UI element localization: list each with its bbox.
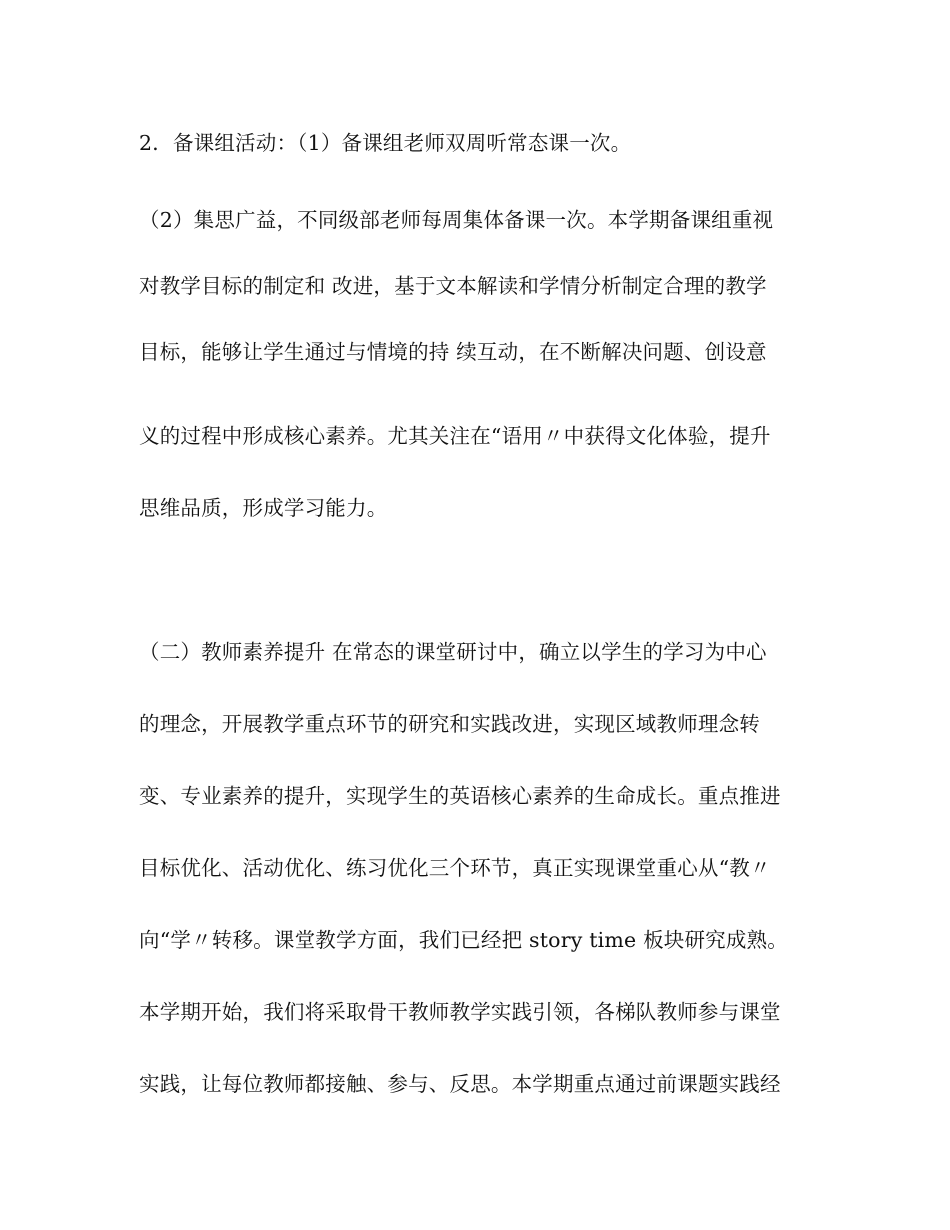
text-line: （2）集思广益，不同级部老师每周集体备课一次。本学期备课组重视 bbox=[139, 208, 774, 232]
text-line: 目标优化、活动优化、练习优化三个环节，真正实现课堂重心从“教〃 bbox=[139, 856, 771, 880]
text-line: 的理念，开展教学重点环节的研究和实践改进，实现区域教师理念转 bbox=[139, 712, 760, 736]
text-line: 本学期开始，我们将采取骨干教师教学实践引领，各梯队教师参与课堂 bbox=[139, 1000, 781, 1024]
text-line: 2．备课组活动：（1）备课组老师双周听常态课一次。 bbox=[139, 131, 632, 155]
text-line: 目标，能够让学生通过与情境的持 续互动，在不断解决问题、创设意 bbox=[139, 340, 767, 364]
text-line: 变、专业素养的提升，实现学生的英语核心素养的生命成长。重点推进 bbox=[139, 784, 781, 808]
text-line: 思维品质，形成学习能力。 bbox=[139, 496, 388, 520]
text-line: 向“学〃转移。课堂教学方面，我们已经把 story time 板块研究成熟。 bbox=[139, 928, 788, 952]
text-line: 对教学目标的制定和 改进，基于文本解读和学情分析制定合理的教学 bbox=[139, 274, 767, 298]
text-line: （二）教师素养提升 在常态的课堂研讨中，确立以学生的学习为中心 bbox=[139, 640, 767, 664]
text-line: 实践，让每位教师都接触、参与、反思。本学期重点通过前课题实践经 bbox=[139, 1072, 781, 1096]
text-line: 义的过程中形成核心素养。尤其关注在“语用〃中获得文化体验，提升 bbox=[139, 424, 771, 448]
